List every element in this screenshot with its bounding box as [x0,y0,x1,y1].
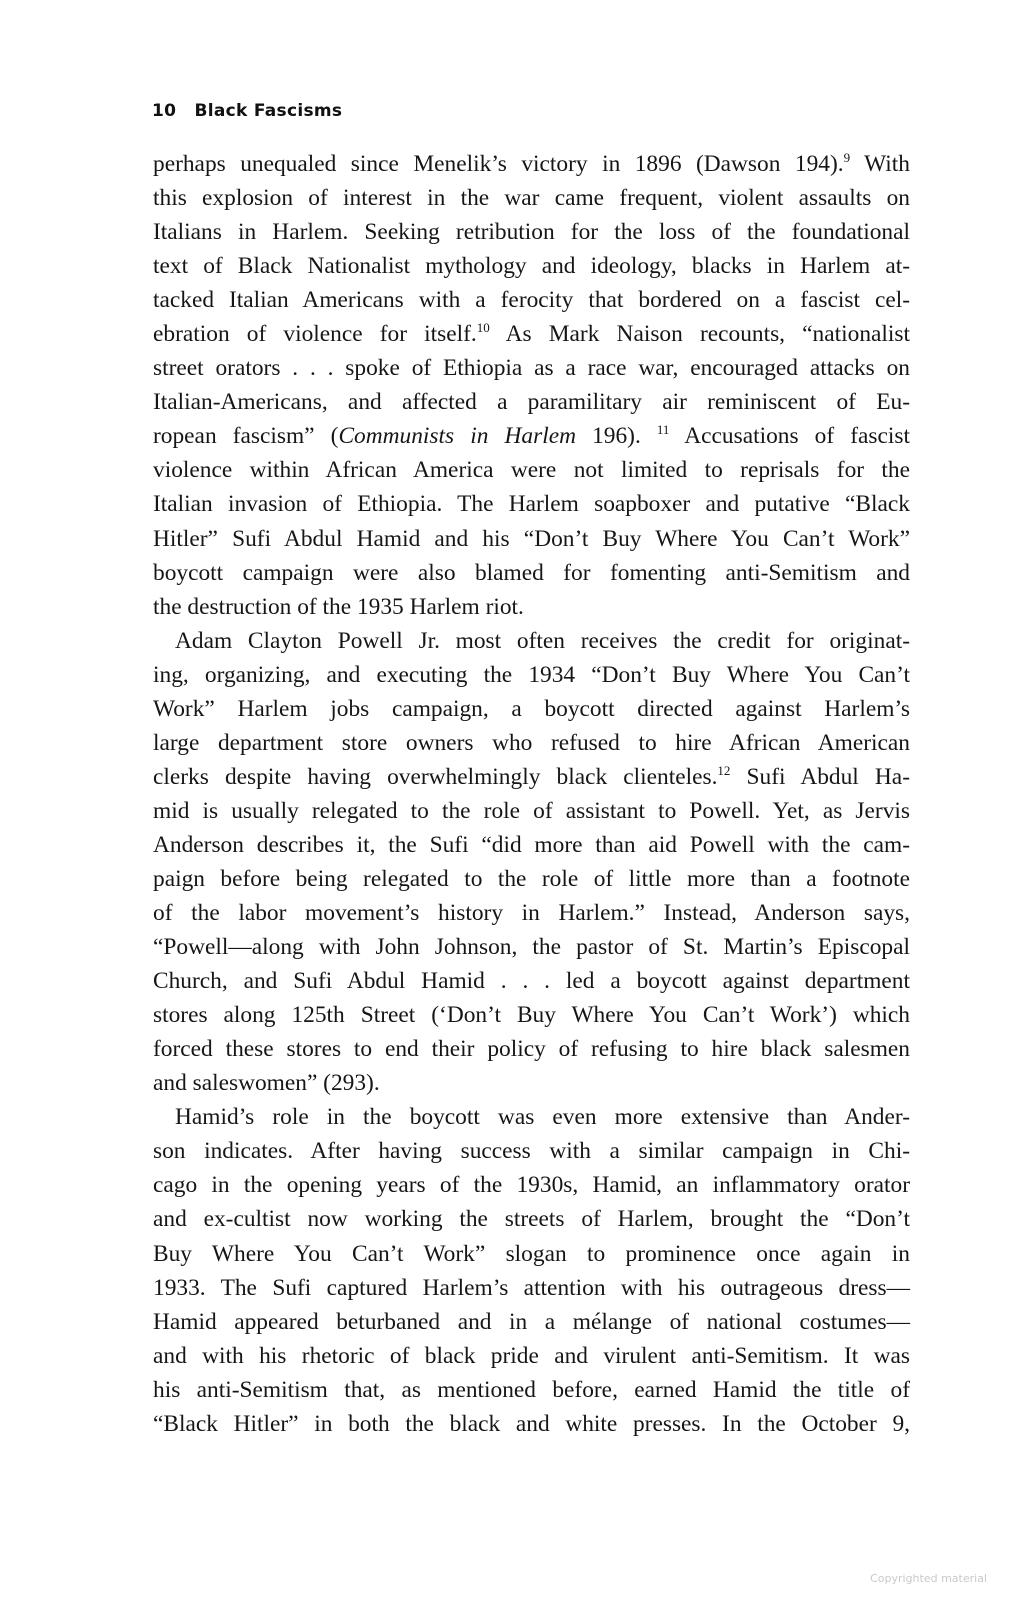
body-text [153,147,910,1441]
copyright-watermark: Copyrighted material [870,1572,987,1585]
text-line [153,453,910,487]
line-text-continued: As Mark Naison recounts, “nationalist [489,321,910,348]
line-text: Buy Where You Can’t Work” slogan to prominence once again in [153,1240,910,1267]
text-line [153,1373,910,1407]
text-line [153,1100,910,1134]
footnote-marker: 11 [656,422,670,438]
text-line [153,147,910,181]
line-text: text of Black Nationalist mythology and ideology, blacks in Harlem at- [153,253,910,280]
text-line [153,215,910,249]
line-text: 1933. The Sufi captured Harlem’s attention with his outrageous dress— [153,1274,910,1301]
text-line [153,1202,910,1236]
text-line [153,1305,910,1339]
line-text: Hamid’s role in the boycott was even more extensive than Ander- [175,1104,910,1131]
line-text: son indicates. After having success with a similar campaign in Chi- [153,1138,910,1165]
text-line [153,1407,910,1441]
footnote-marker: 12 [717,762,731,778]
line-text: Work” Harlem jobs campaign, a boycott directed against Harlem’s [153,695,910,722]
text-line [153,692,910,726]
text-line [153,794,910,828]
line-text-continued: Sufi Abdul Ha- [730,763,910,790]
text-line [153,1134,910,1168]
text-line [153,1339,910,1373]
text-line [153,351,910,385]
text-line [153,726,910,760]
line-text: of the labor movement’s history in Harlem.” Instead, Anderson says, [153,900,910,927]
text-line [153,283,910,317]
line-text: Anderson describes it, the Sufi “did more than aid Powell with the cam- [153,831,910,858]
line-text: clerks despite having overwhelmingly black clienteles. [153,763,718,790]
text-line [153,590,910,624]
text-line [153,385,910,419]
line-text: paign before being relegated to the role of little more than a footnote [153,865,910,892]
line-text: street orators . . . spoke of Ethiopia as a race war, encouraged attacks on [153,355,910,382]
text-line [153,1032,910,1066]
line-text: Church, and Sufi Abdul Hamid . . . led a boycott against department [153,968,910,995]
line-text: cago in the opening years of the 1930s, Hamid, an inflammatory orator [153,1172,910,1199]
line-text: boycott campaign were also blamed for fomenting anti-Semitism and [153,559,910,586]
text-line [153,760,910,794]
running-title: Black Fascisms [194,101,343,121]
running-head [152,101,342,121]
line-text: Hamid appeared beturbaned and in a mélange of national costumes— [153,1308,910,1335]
line-text: large department store owners who refused to hire African American [153,729,910,756]
line-text: ing, organizing, and executing the 1934 “Don’t Buy Where You Can’t [153,661,910,688]
text-line [153,249,910,283]
text-line [153,522,910,556]
text-line [153,862,910,896]
line-text: “Powell—along with John Johnson, the pastor of St. Martin’s Episcopal [153,934,910,961]
line-text-continued: Accusations of fascist [669,423,910,450]
text-line [153,1066,910,1100]
book-title: Communists in Harlem [338,423,576,450]
text-line [153,624,910,658]
line-text: forced these stores to end their policy of refusing to hire black salesmen [153,1036,910,1063]
line-text: perhaps unequaled since Menelik’s victory in 1896 (Dawson 194). [153,151,844,177]
line-text: ropean fascism” (Communists in Harlem 196). [153,423,657,450]
text-line [153,896,910,930]
footnote-marker: 10 [476,320,490,336]
line-text: and saleswomen” (293). [153,1070,380,1097]
line-text-continued: With [850,151,911,177]
text-line [153,658,910,692]
text-line [153,998,910,1032]
line-text: mid is usually relegated to the role of assistant to Powell. Yet, as Jervis [153,797,910,824]
line-text: his anti-Semitism that, as mentioned before, earned Hamid the title of [153,1376,910,1403]
text-line [153,1168,910,1202]
line-text: ebration of violence for itself. [153,321,477,348]
line-text: Italian invasion of Ethiopia. The Harlem soapboxer and putative “Black [153,491,910,518]
line-text: the destruction of the 1935 Harlem riot. [153,593,524,620]
text-line [153,317,910,351]
line-text: and ex-cultist now working the streets of Harlem, brought the “Don’t [153,1206,910,1233]
line-text: Adam Clayton Powell Jr. most often receives the credit for originat- [175,627,910,654]
line-text: violence within African America were not limited to reprisals for the [153,457,910,484]
text-line [153,930,910,964]
page-number: 10 [152,101,177,121]
text-line [153,1271,910,1305]
line-text: “Black Hitler” in both the black and white presses. In the October 9, [153,1410,910,1437]
line-text: Italian-Americans, and affected a paramilitary air reminiscent of Eu- [153,389,910,416]
text-line [153,964,910,998]
line-text: this explosion of interest in the war came frequent, violent assaults on [153,185,910,212]
text-line [153,487,910,521]
line-text: stores along 125th Street (‘Don’t Buy Where You Can’t Work’) which [153,1002,910,1029]
text-line [153,419,910,453]
text-line [153,556,910,590]
text-line [153,828,910,862]
line-text: tacked Italian Americans with a ferocity that bordered on a fascist cel- [153,287,910,314]
line-text: Hitler” Sufi Abdul Hamid and his “Don’t Buy Where You Can’t Work” [153,525,910,552]
text-line [153,1237,910,1271]
line-text: Italians in Harlem. Seeking retribution for the loss of the foundational [153,219,910,246]
line-text: and with his rhetoric of black pride and virulent anti-Semitism. It was [153,1342,910,1369]
footnote-marker: 9 [843,150,851,165]
text-line [153,181,910,215]
